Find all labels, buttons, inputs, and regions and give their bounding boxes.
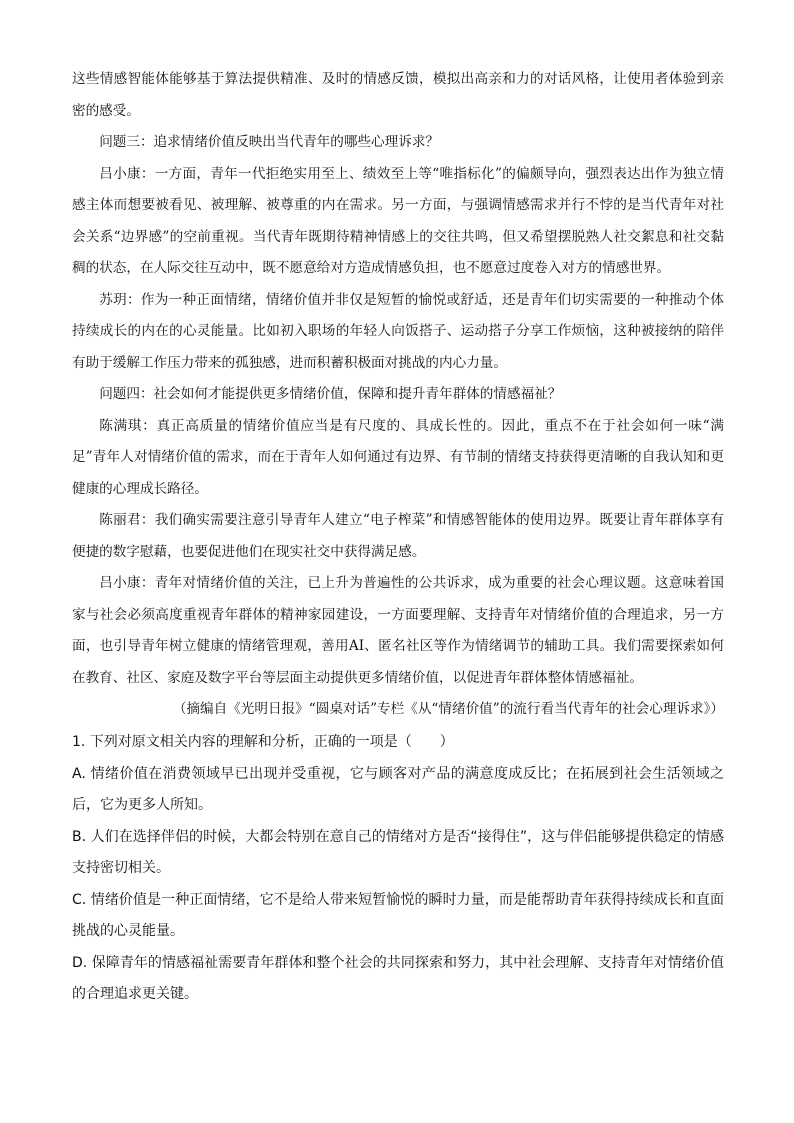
question-stem: 1. 下列对原文相关内容的理解和分析，正确的一项是（ ） <box>72 734 454 750</box>
source-citation: （摘编自《光明日报》“圆桌对话”专栏《从“情绪价值”的流行看当代青年的社会心理诉求》） <box>172 701 724 717</box>
answer-option-d: D. 保障青年的情感福祉需要青年群体和整个社会的共同探索和努力，其中社会理解、支持青年对情绪价值的合理追求更关键。 <box>72 954 724 1002</box>
interview-question-3: 问题三：追求情绪价值反映出当代青年的哪些心理诉求？ <box>99 134 440 150</box>
passage-paragraph: 吕小康：青年对情绪价值的关注，已上升为普遍性的公共诉求，成为重要的社会心理议题。这意味着国家与社会必须高度重视青年群体的精神家园建设，一方面要理解、支持青年对情绪价值的合理追求，另一方面，也引导青年树立健康的情绪管理观，善用AI、匿名社区等作为情绪调节的辅助工具。我们需要探索如何在教育、社区、家庭及数字平台等层面主动提供更多情绪价值，以促进青年群体整体情感福祉。 <box>72 575 724 686</box>
answer-option-a: A. 情绪价值在消费领域早已出现并受重视，它与顾客对产品的满意度成反比；在拓展到社会生活领域之后，它为更多人所知。 <box>72 765 724 813</box>
reading-passage <box>72 64 724 694</box>
passage-paragraph: 苏玥：作为一种正面情绪，情绪价值并非仅是短暂的愉悦或舒适，还是青年们切实需要的一种推动个体持续成长的内在的心灵能量。比如初入职场的年轻人向饭搭子、运动搭子分享工作烦恼，这种被接纳的陪伴有助于缓解工作压力带来的孤独感，进而积蓄积极面对挑战的内心力量。 <box>72 291 724 371</box>
question-block <box>72 727 724 1011</box>
passage-paragraph: 陈满琪：真正高质量的情绪价值应当是有尺度的、具成长性的。因此，重点不在于社会如何一味“满足”青年人对情绪价值的需求，而在于青年人如何通过有边界、有节制的情绪支持获得更清晰的自我认知和更健康的心理成长路径。 <box>72 417 724 497</box>
answer-option-b: B. 人们在选择伴侣的时候，大都会特别在意自己的情绪对方是否“接得住”，这与伴侣能够提供稳定的情感支持密切相关。 <box>72 828 724 876</box>
document-page <box>72 64 724 1011</box>
passage-paragraph: 这些情感智能体能够基于算法提供精准、及时的情感反馈，模拟出高亲和力的对话风格，让使用者体验到亲密的感受。 <box>72 71 724 119</box>
interview-question-4: 问题四：社会如何才能提供更多情绪价值，保障和提升青年群体的情感福祉？ <box>99 386 562 402</box>
passage-paragraph: 吕小康：一方面，青年一代拒绝实用至上、绩效至上等“唯指标化”的偏颇导向，强烈表达出作为独立情感主体而想要被看见、被理解、被尊重的内在需求。另一方面，与强调情感需求并行不悖的是当代青年对社会关系“边界感”的空前重视。当代青年既期待精神情感上的交往共鸣，但又希望摆脱熟人社交絮息和社交黏稠的状态，在人际交往互动中，既不愿意给对方造成情感负担，也不愿意过度卷入对方的情感世界。 <box>72 165 724 276</box>
answer-option-c: C. 情绪价值是一种正面情绪，它不是给人带来短暂愉悦的瞬时力量，而是能帮助青年获得持续成长和直面挑战的心灵能量。 <box>72 891 724 939</box>
passage-paragraph: 陈丽君：我们确实需要注意引导青年人建立“电子榨菜”和情感智能体的使用边界。既要让青年群体享有便捷的数字慰藉，也要促进他们在现实社交中获得满足感。 <box>72 512 724 560</box>
